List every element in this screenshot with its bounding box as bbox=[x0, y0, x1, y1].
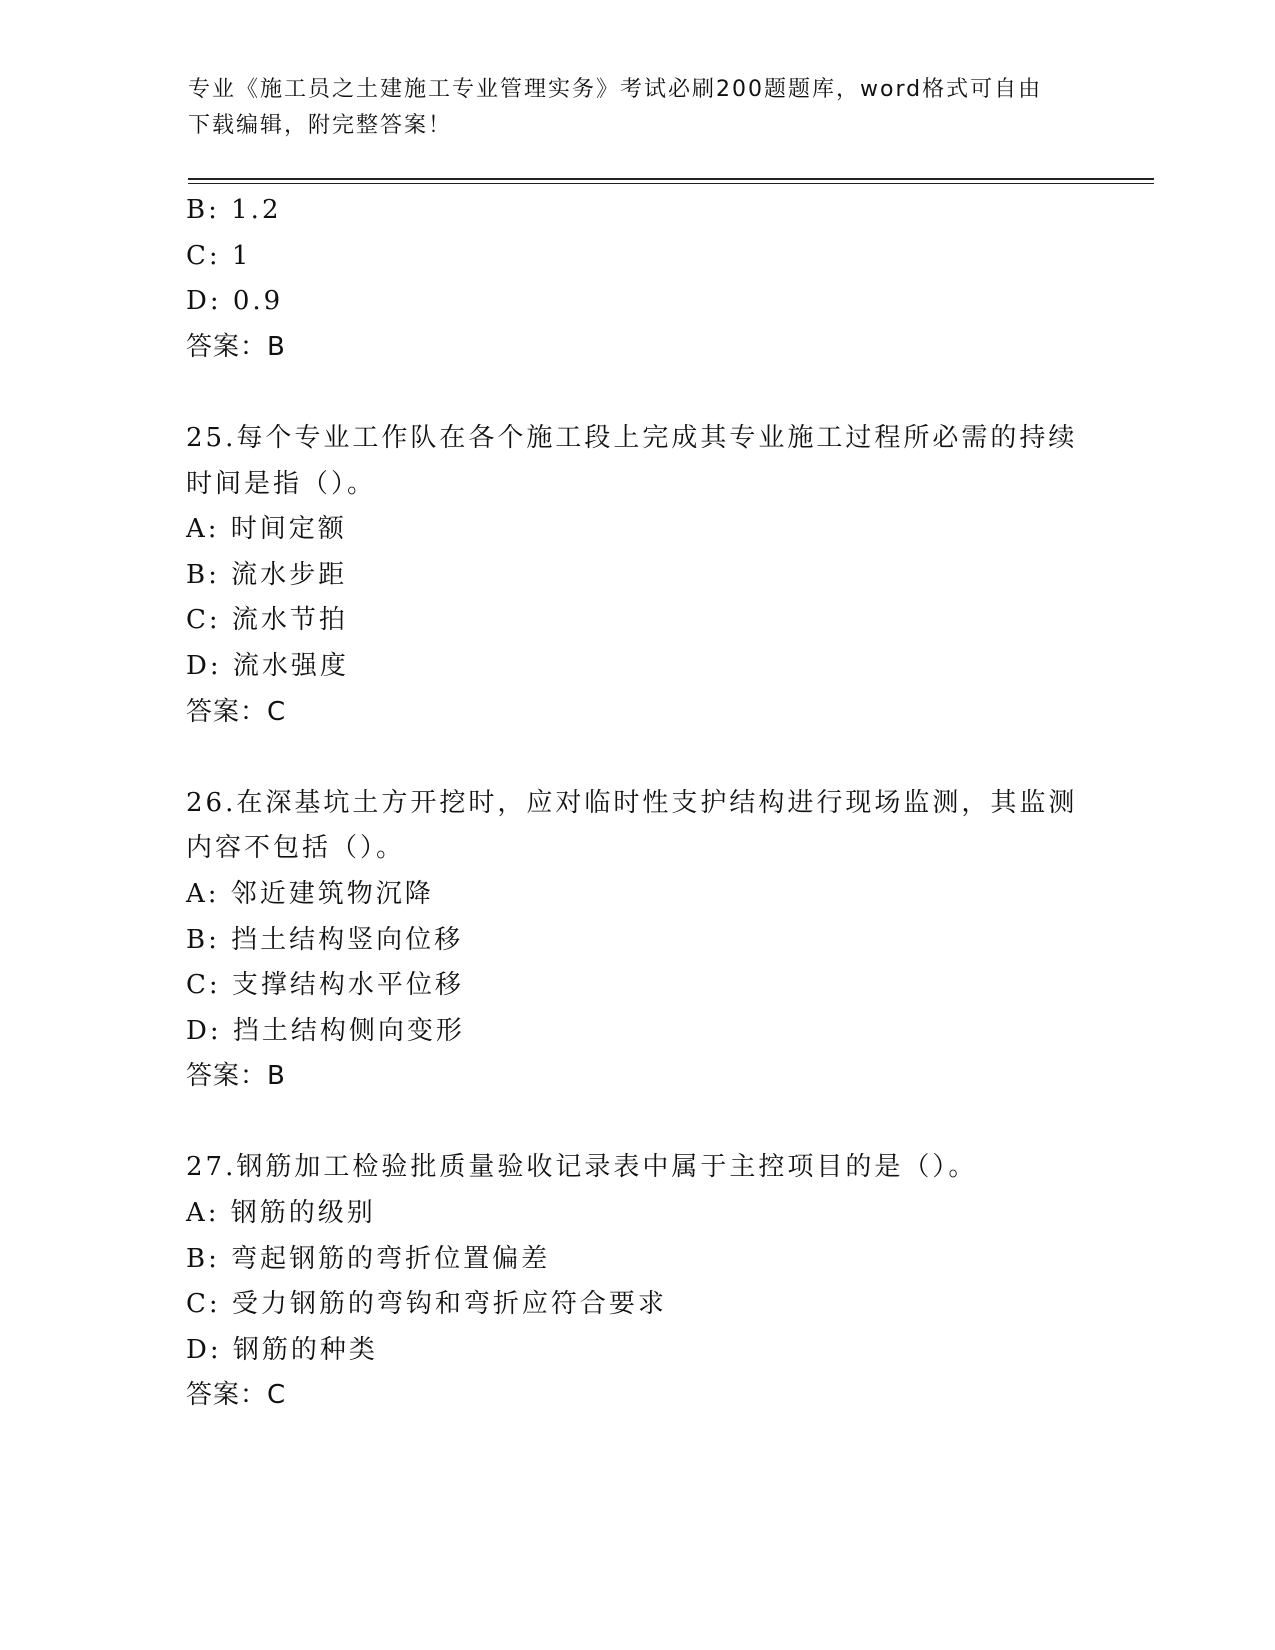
question-stem: 26.在深基坑土方开挖时，应对临时性支护结构进行现场监测，其监测 bbox=[186, 787, 1078, 818]
option-d: D: 钢筋的种类 bbox=[186, 1334, 378, 1365]
document-header bbox=[188, 72, 1088, 144]
answer: 答案：B bbox=[186, 1061, 286, 1092]
spacer bbox=[186, 735, 1106, 781]
question-26 bbox=[186, 781, 1106, 1100]
option-b: B: 1.2 bbox=[186, 195, 282, 225]
question-25 bbox=[186, 416, 1106, 735]
option-a: A: 时间定额 bbox=[186, 514, 347, 545]
option-c: C: 支撑结构水平位移 bbox=[186, 970, 464, 1001]
header-divider-thin bbox=[188, 183, 1154, 184]
option-d: D: 挡土结构侧向变形 bbox=[186, 1015, 465, 1046]
answer: 答案：C bbox=[186, 1380, 287, 1411]
option-a: A: 钢筋的级别 bbox=[186, 1198, 376, 1229]
spacer bbox=[186, 1100, 1106, 1146]
header-title-line-1: 专业《施工员之土建施工专业管理实务》考试必刷200题题库，word格式可自由 bbox=[188, 77, 1043, 102]
question-stem: 25.每个专业工作队在各个施工段上完成其专业施工过程所必需的持续 bbox=[186, 422, 1078, 453]
option-d: D: 0.9 bbox=[186, 286, 284, 317]
option-b: B: 弯起钢筋的弯折位置偏差 bbox=[186, 1243, 551, 1274]
answer: 答案：B bbox=[186, 331, 286, 362]
question-stem: 27.钢筋加工检验批质量验收记录表中属于主控项目的是（）。 bbox=[186, 1152, 978, 1183]
spacer bbox=[186, 370, 1106, 416]
option-c: C: 受力钢筋的弯钩和弯折应符合要求 bbox=[186, 1289, 667, 1320]
question-stem-continued: 时间是指（）。 bbox=[186, 468, 377, 499]
option-b: B: 挡土结构竖向位移 bbox=[186, 924, 464, 955]
question-stem-continued: 内容不包括（）。 bbox=[186, 833, 406, 864]
option-d: D: 流水强度 bbox=[186, 650, 349, 681]
option-b: B: 流水步距 bbox=[186, 559, 348, 590]
header-divider-thick bbox=[188, 178, 1154, 180]
header-title-line-2: 下载编辑，附完整答案！ bbox=[188, 113, 453, 138]
question-24-continuation bbox=[186, 188, 1106, 370]
question-list bbox=[186, 188, 1106, 1419]
answer: 答案：C bbox=[186, 696, 287, 727]
option-a: A: 邻近建筑物沉降 bbox=[186, 878, 434, 909]
option-c: C: 1 bbox=[186, 240, 252, 271]
question-27 bbox=[186, 1145, 1106, 1419]
option-c: C: 流水节拍 bbox=[186, 605, 348, 636]
